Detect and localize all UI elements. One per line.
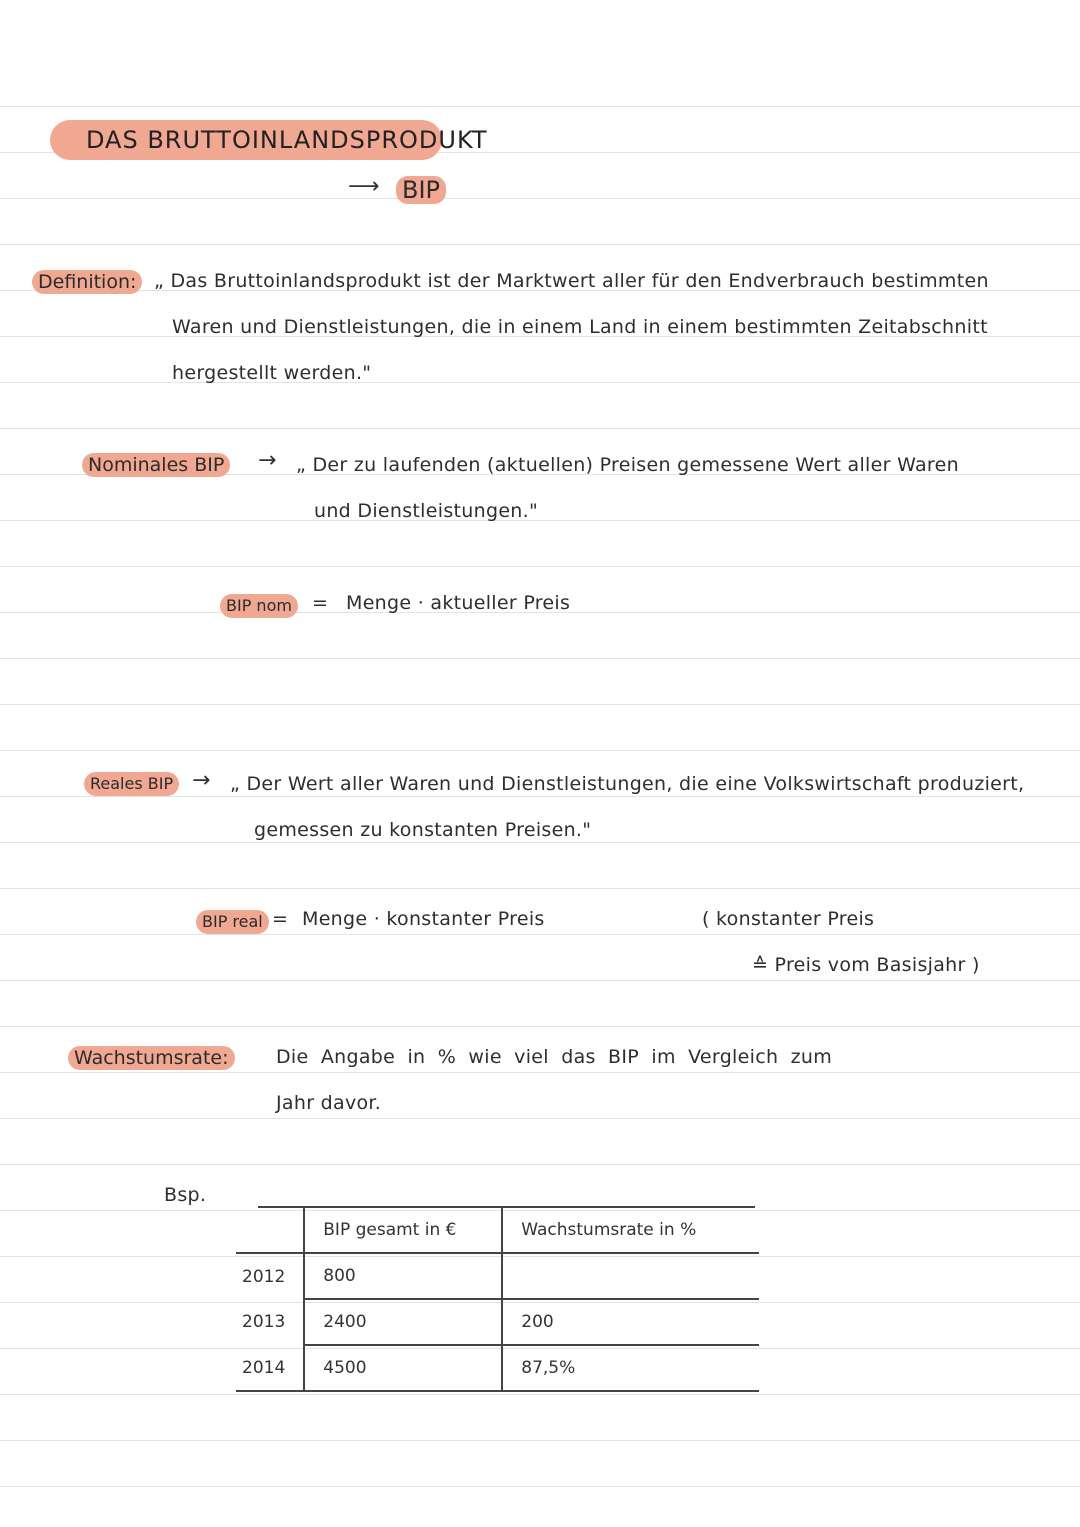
header-bip: BIP gesamt in €: [304, 1208, 502, 1253]
row-year: 2014: [236, 1345, 304, 1391]
arrow-right-icon: →: [258, 448, 277, 473]
row-rate: 87,5%: [502, 1345, 759, 1391]
table-row: [236, 1299, 759, 1345]
example-table: [236, 1208, 759, 1392]
formula-nominal-equals: =: [312, 592, 329, 614]
real-bip-line-2: gemessen zu konstanten Preisen.": [254, 819, 592, 841]
row-year: 2013: [242, 1312, 286, 1332]
header-rate: Wachstumsrate in %: [502, 1208, 759, 1253]
formula-real-lhs: BIP real: [196, 910, 269, 934]
row-rate: 200: [502, 1299, 759, 1345]
formula-nominal-rhs: Menge · aktueller Preis: [346, 592, 571, 614]
real-bip-label: Reales BIP: [84, 772, 179, 796]
abbreviation-tag: BIP: [396, 176, 446, 204]
nominal-bip-line-2: und Dienstleistungen.": [314, 500, 539, 522]
growth-rate-line-2: Jahr davor.: [276, 1092, 382, 1114]
definition-line-2: Waren und Dienstleistungen, die in einem Land in einem bestimmten Zeitabschnitt: [172, 316, 988, 338]
page-title: DAS BRUTTOINLANDSPRODUKT: [50, 120, 442, 160]
table-row: [236, 1345, 759, 1391]
arrow-right-icon: →: [192, 768, 211, 793]
row-year: 2012: [242, 1266, 286, 1287]
nominal-bip-line-1: „ Der zu laufenden (aktuellen) Preisen gemessene Wert aller Waren: [296, 454, 959, 476]
definition-label: Definition:: [32, 270, 142, 294]
growth-rate-label: Wachstumsrate:: [68, 1046, 235, 1070]
row-bip: 800: [304, 1253, 502, 1299]
table-header-row: [236, 1208, 759, 1253]
row-bip: 2400: [304, 1299, 502, 1345]
real-note-line-2: ≙ Preis vom Basisjahr ): [752, 954, 980, 976]
real-bip-line-1: „ Der Wert aller Waren und Dienstleistungen, die eine Volkswirtschaft produziert,: [230, 773, 1025, 795]
row-rate: [502, 1253, 759, 1299]
growth-rate-line-1: Die Angabe in % wie viel das BIP im Vergleich zum: [276, 1046, 833, 1068]
table-row: [236, 1253, 759, 1299]
example-label: Bsp.: [164, 1184, 207, 1206]
header-year: [236, 1208, 304, 1253]
formula-real-rhs: Menge · konstanter Preis: [302, 908, 545, 930]
real-note-line-1: ( konstanter Preis: [702, 908, 875, 930]
arrow-right-icon: ⟶: [348, 174, 380, 199]
definition-line-3: hergestellt werden.": [172, 362, 372, 384]
formula-nominal-lhs: BIP nom: [220, 594, 298, 618]
definition-line-1: „ Das Bruttoinlandsprodukt ist der Marktwert aller für den Endverbrauch bestimmten: [154, 270, 989, 292]
formula-real-equals: =: [272, 908, 289, 930]
row-bip: 4500: [304, 1345, 502, 1391]
nominal-bip-label: Nominales BIP: [82, 453, 230, 477]
